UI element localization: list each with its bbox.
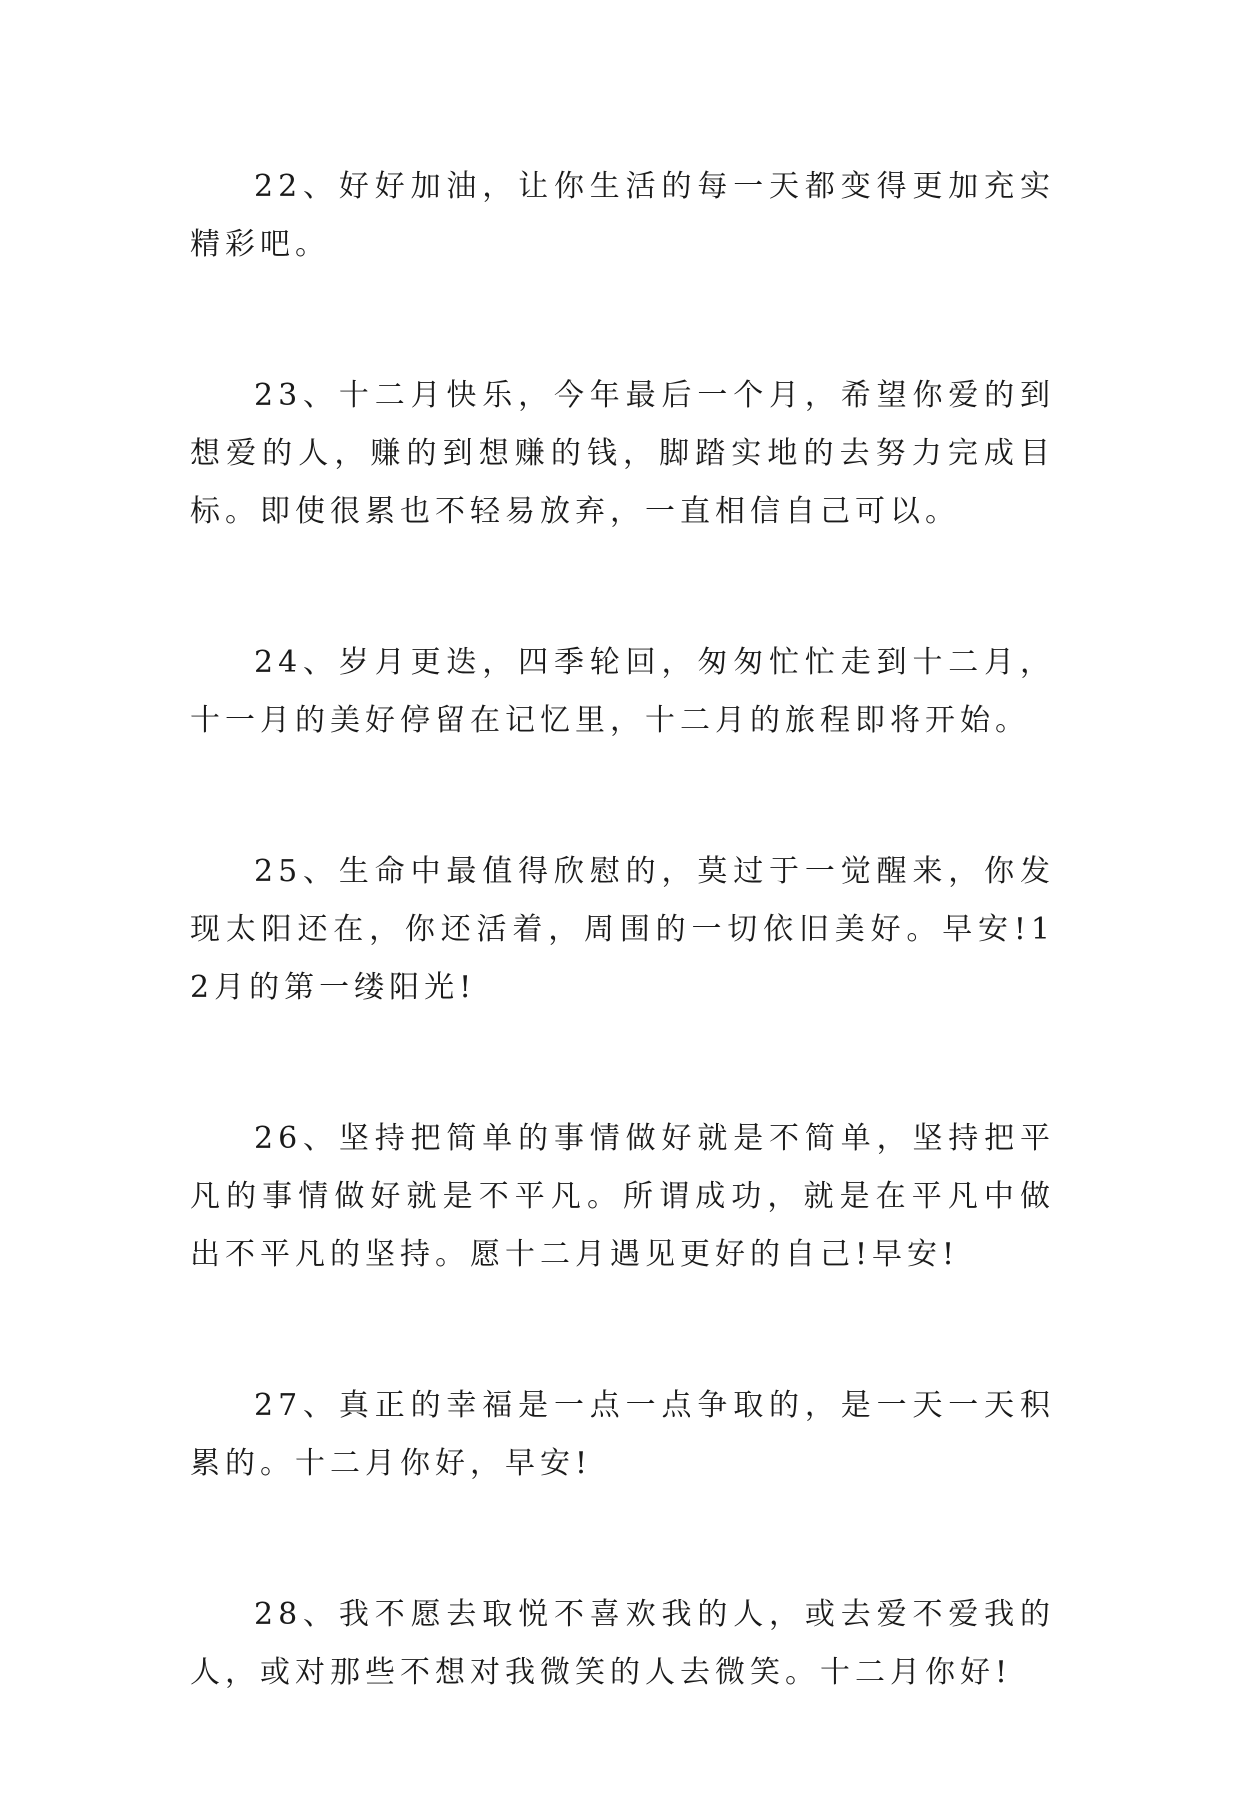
- paragraph-23: 23、十二月快乐，今年最后一个月，希望你爱的到想爱的人，赚的到想赚的钱，脚踏实地的去努力完成目标。即使很累也不轻易放弃，一直相信自己可以。: [190, 378, 1055, 529]
- paragraph-22: 22、好好加油，让你生活的每一天都变得更加充实精彩吧。: [190, 169, 1055, 262]
- paragraph-25: 25、生命中最值得欣慰的，莫过于一觉醒来，你发现太阳还在，你还活着，周围的一切依旧美好。早安!12月的第一缕阳光!: [190, 854, 1055, 1005]
- paragraph-27: 27、真正的幸福是一点一点争取的，是一天一天积累的。十二月你好，早安!: [190, 1388, 1055, 1481]
- paragraph-24: 24、岁月更迭，四季轮回，匆匆忙忙走到十二月，十一月的美好停留在记忆里，十二月的旅程即将开始。: [190, 645, 1055, 738]
- document-body: [190, 158, 1055, 1795]
- paragraph-28: 28、我不愿去取悦不喜欢我的人，或去爱不爱我的人，或对那些不想对我微笑的人去微笑。十二月你好!: [190, 1597, 1055, 1690]
- paragraph-26: 26、坚持把简单的事情做好就是不简单，坚持把平凡的事情做好就是不平凡。所谓成功，就是在平凡中做出不平凡的坚持。愿十二月遇见更好的自己!早安!: [190, 1121, 1055, 1272]
